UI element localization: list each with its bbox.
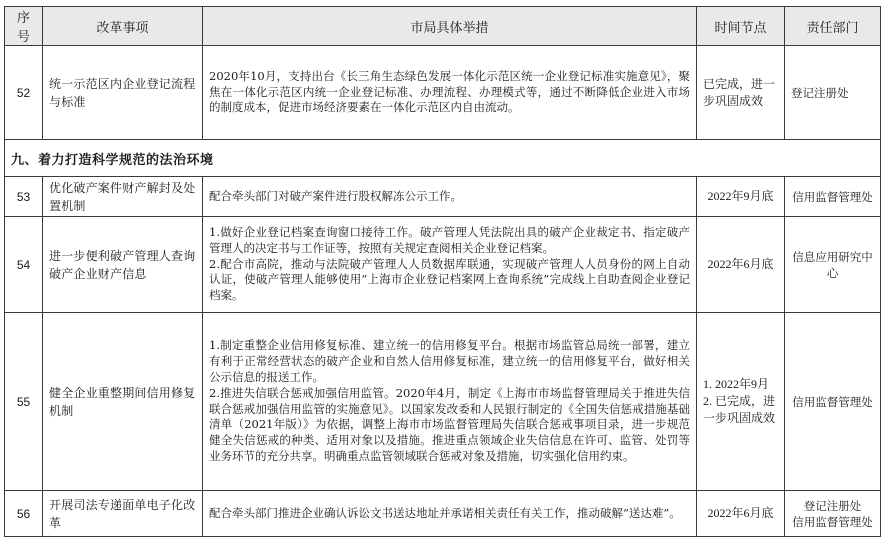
time-node: 2022年9月底 bbox=[697, 177, 785, 217]
measure-point-1: 1.做好企业登记档案查询窗口接待工作。破产管理人凭法院出具的破产企业裁定书、指定破产管理人的决定书与工作证等，按照有关规定查阅相关企业登记档案。 bbox=[209, 225, 690, 255]
responsible-dept-cell bbox=[785, 491, 881, 537]
row-number: 56 bbox=[5, 491, 43, 537]
header-seq: 序号 bbox=[5, 7, 43, 46]
row-number: 55 bbox=[5, 313, 43, 491]
table-row bbox=[5, 46, 881, 140]
reform-item: 开展司法专递面单电子化改革 bbox=[43, 491, 203, 537]
measure-point-1: 1.制定重整企业信用修复标准、建立统一的信用修复平台。根据市场监管总局统一部署，建立有利于正常经营状态的破产企业和自然人信用修复标准，建立统一的信用修复平台，做好相关公示信息的报送工作。 bbox=[209, 338, 690, 384]
responsible-dept: 信息应用研究中心 bbox=[785, 217, 881, 313]
time-node-2: 2. 已完成，进一步巩固成效 bbox=[703, 394, 776, 425]
reform-item: 优化破产案件财产解封及处置机制 bbox=[43, 177, 203, 217]
measure-point-2: 2.推进失信联合惩戒加强信用监管。2020年4月，制定《上海市市场监督管理局关于推进失信联合惩戒加强信用监管的实施意见》。以国家发改委和人民银行制定的《全国失信惩戒措施基础清单（2021年版）》为依据，调整上海市市场监督管理局失信联合惩戒事项目录，进一步规范健全失信惩戒的种类、适用对象以及措施。推进重点领域企业失信信息在许可、监管、处罚等业务环节的充分共享。明确重点监管领域联合惩戒对象及措施，切实强化信用约束。 bbox=[209, 385, 690, 463]
row-number: 52 bbox=[5, 46, 43, 140]
row-number: 54 bbox=[5, 217, 43, 313]
reform-item: 健全企业重整期间信用修复机制 bbox=[43, 313, 203, 491]
reform-item: 进一步便利破产管理人查询破产企业财产信息 bbox=[43, 217, 203, 313]
reform-measures-table bbox=[4, 6, 881, 537]
header-dept: 责任部门 bbox=[785, 7, 881, 46]
reform-item: 统一示范区内企业登记流程与标准 bbox=[43, 46, 203, 140]
time-node: 2022年6月底 bbox=[697, 217, 785, 313]
table-header-row bbox=[5, 7, 881, 46]
row-number: 53 bbox=[5, 177, 43, 217]
time-node-1: 1. 2022年9月 bbox=[703, 377, 770, 391]
measure-cell bbox=[203, 313, 697, 491]
table-row bbox=[5, 491, 881, 537]
measure-text: 配合牵头部门推进企业确认诉讼文书送达地址并承诺相关责任有关工作，推动破解“送达难”。 bbox=[203, 491, 697, 537]
section-title: 九、着力打造科学规范的法治环境 bbox=[5, 140, 881, 177]
responsible-dept-2: 信用监督管理处 bbox=[792, 514, 873, 529]
time-node-cell bbox=[697, 313, 785, 491]
time-node: 已完成，进一步巩固成效 bbox=[697, 46, 785, 140]
measure-text: 2020年10月，支持出台《长三角生态绿色发展一体化示范区统一企业登记标准实施意见》，聚焦在一体化示范区内统一企业登记标准、办理流程、办理模式等，通过不断降低企业进入市场的制度成本，促进市场经济要素在一体化示范区内自由流动。 bbox=[203, 46, 697, 140]
measure-cell bbox=[203, 217, 697, 313]
measure-point-2: 2.配合市高院，推动与法院破产管理人人员数据库联通，实现破产管理人人员身份的网上自动认证，使破产管理人能够使用“上海市企业登记档案网上查询系统”完成线上自助查阅企业登记档案。 bbox=[209, 256, 690, 303]
header-time: 时间节点 bbox=[697, 7, 785, 46]
responsible-dept: 登记注册处 bbox=[785, 46, 881, 140]
section-heading-row bbox=[5, 140, 881, 177]
measure-text: 配合牵头部门对破产案件进行股权解冻公示工作。 bbox=[203, 177, 697, 217]
table-row bbox=[5, 313, 881, 491]
time-node: 2022年6月底 bbox=[697, 491, 785, 537]
table-row bbox=[5, 217, 881, 313]
responsible-dept: 信用监督管理处 bbox=[785, 177, 881, 217]
responsible-dept: 信用监督管理处 bbox=[785, 313, 881, 491]
responsible-dept-1: 登记注册处 bbox=[803, 498, 862, 513]
table-row bbox=[5, 177, 881, 217]
header-item: 改革事项 bbox=[43, 7, 203, 46]
header-measures: 市局具体举措 bbox=[203, 7, 697, 46]
